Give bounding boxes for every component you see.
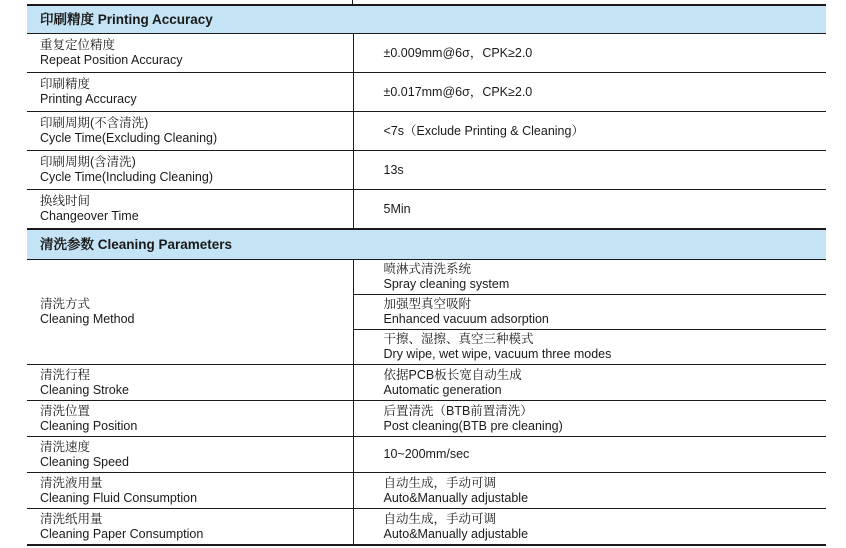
label-cn: 印刷精度 — [40, 77, 91, 91]
row-label — [27, 437, 353, 473]
label-cn: 换线时间 — [40, 194, 91, 208]
row-value — [353, 401, 826, 437]
label-cn: 印刷周期(含清洗) — [40, 155, 136, 169]
row-value: 10~200mm/sec — [353, 437, 826, 473]
label-en: Cleaning Fluid Consumption — [40, 490, 198, 505]
option-en: Spray cleaning system — [383, 277, 510, 291]
label-en: Cleaning Position — [40, 418, 138, 433]
row-label — [27, 151, 353, 190]
row-value: 13s — [353, 151, 826, 190]
row-label — [27, 260, 353, 365]
option-en: Enhanced vacuum adsorption — [383, 312, 549, 326]
label-en: Cleaning Method — [40, 312, 135, 326]
label-cn: 清洗纸用量 — [40, 511, 103, 526]
row-value — [353, 365, 826, 401]
method-option — [354, 294, 827, 330]
row-label — [27, 34, 353, 73]
label-en: Cleaning Speed — [40, 454, 129, 469]
value-cn: 自动生成，手动可调 — [383, 475, 497, 490]
label-cn: 清洗位置 — [40, 403, 91, 418]
label-cn: 清洗液用量 — [40, 475, 103, 490]
label-en: Cycle Time(Excluding Cleaning) — [40, 131, 218, 145]
table-row — [27, 473, 826, 509]
method-option — [354, 330, 827, 364]
table-row — [27, 437, 826, 473]
value-en: Auto&Manually adjustable — [383, 490, 529, 505]
table-row — [27, 190, 826, 230]
option-cn: 喷淋式清洗系统 — [383, 262, 472, 276]
row-value: ±0.017mm@6σ，CPK≥2.0 — [353, 73, 826, 112]
row-value: ±0.009mm@6σ，CPK≥2.0 — [353, 34, 826, 73]
value-cn: 后置清洗（BTB前置清洗） — [383, 403, 533, 418]
value-en: Post cleaning(BTB pre cleaning) — [383, 418, 563, 433]
label-en: Printing Accuracy — [40, 92, 137, 106]
table-row — [27, 34, 826, 73]
table-row — [27, 151, 826, 190]
value-en: Auto&Manually adjustable — [383, 526, 529, 541]
table-row — [27, 73, 826, 112]
label-cn: 印刷周期(不含清洗) — [40, 116, 149, 130]
row-label — [27, 112, 353, 151]
table-row-cleaning-method — [27, 260, 826, 365]
value-cn: 依据PCB板长宽自动生成 — [383, 367, 522, 382]
section-header-cleaning — [27, 229, 826, 260]
table-row — [27, 401, 826, 437]
label-cn: 重复定位精度 — [40, 38, 116, 52]
row-label — [27, 401, 353, 437]
label-en: Cleaning Paper Consumption — [40, 526, 204, 541]
row-label — [27, 73, 353, 112]
spec-table — [27, 4, 826, 546]
label-en: Cycle Time(Including Cleaning) — [40, 170, 213, 184]
table-row — [27, 112, 826, 151]
option-en: Dry wipe, wet wipe, vacuum three modes — [383, 347, 612, 361]
label-cn: 清洗速度 — [40, 439, 91, 454]
row-value: 5Min — [353, 190, 826, 230]
value-cn: 自动生成，手动可调 — [383, 511, 497, 526]
label-en: Repeat Position Accuracy — [40, 53, 183, 67]
table-row — [27, 509, 826, 546]
value-en: Automatic generation — [383, 382, 502, 397]
table-row — [27, 365, 826, 401]
option-cn: 加强型真空吸附 — [383, 297, 472, 311]
section-header-printing — [27, 5, 826, 34]
row-label — [27, 473, 353, 509]
section-title-printing: 印刷精度 Printing Accuracy — [27, 5, 826, 34]
row-label — [27, 509, 353, 546]
label-cn: 清洗方式 — [40, 297, 91, 311]
label-en: Cleaning Stroke — [40, 382, 129, 397]
row-label — [27, 190, 353, 230]
label-cn: 清洗行程 — [40, 367, 91, 382]
section-title-cleaning: 清洗参数 Cleaning Parameters — [27, 229, 826, 260]
label-en: Changeover Time — [40, 209, 139, 223]
row-value — [353, 473, 826, 509]
row-value: <7s（Exclude Printing & Cleaning） — [353, 112, 826, 151]
row-label — [27, 365, 353, 401]
option-cn: 干擦、湿擦、真空三种模式 — [383, 332, 534, 346]
cleaning-method-options — [353, 260, 826, 365]
method-option — [354, 260, 827, 294]
row-value — [353, 509, 826, 546]
